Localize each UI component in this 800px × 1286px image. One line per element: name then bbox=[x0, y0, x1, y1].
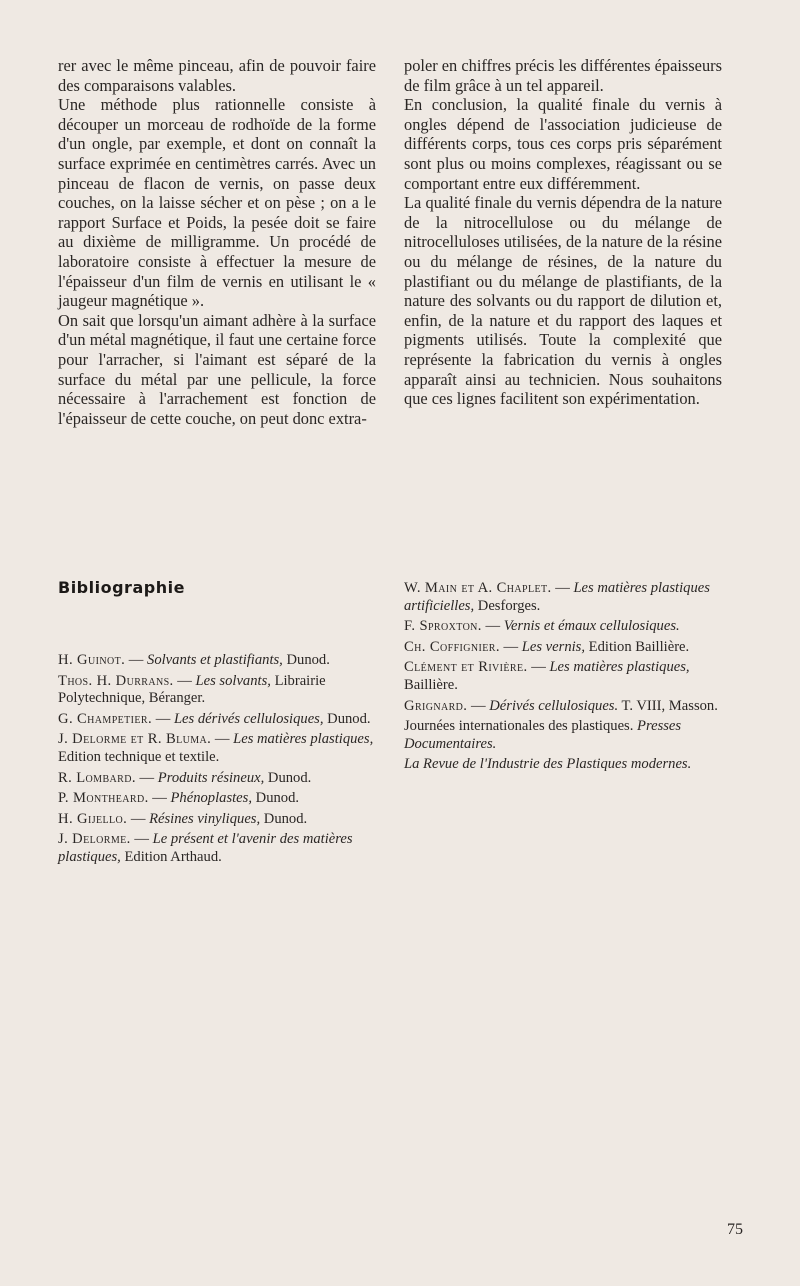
bibliography-entry: J. Delorme. — Le présent et l'avenir des matières plastiques, Edition Arthaud. bbox=[58, 831, 353, 865]
bibliography-entry: Grignard. — Dérivés cellulosiques. T. VIII, Masson. bbox=[404, 697, 718, 714]
paragraph: En conclusion, la qualité finale du vernis à ongles dépend de l'association judicieuse de différents corps, tous ces corps pris séparément sont plus ou moins complexes, réagissant ou se comportant entre eux différemment. bbox=[404, 95, 722, 193]
bibliography-entry: G. Champetier. — Les dérivés cellulosiques, Dunod. bbox=[58, 710, 371, 727]
text-column-right bbox=[404, 56, 722, 409]
bibliography-entry: Ch. Coffignier. — Les vernis, Edition Baillière. bbox=[404, 638, 690, 655]
bibliography-entry: Journées internationales des plastiques. Presses Documentaires. bbox=[404, 718, 682, 752]
bibliography-entry: R. Lombard. — Produits résineux, Dunod. bbox=[58, 769, 312, 786]
page-number: 75 bbox=[727, 1221, 743, 1238]
bibliography-entry: F. Sproxton. — Vernis et émaux cellulosiques. bbox=[404, 618, 680, 635]
paragraph: rer avec le même pinceau, afin de pouvoir faire des comparaisons valables. bbox=[58, 56, 376, 95]
bibliography-entry: J. Delorme et R. Bluma. — Les matières plastiques, Edition technique et textile. bbox=[58, 731, 374, 765]
paragraph: On sait que lorsqu'un aimant adhère à la surface d'un métal magnétique, il faut une certaine force pour l'arracher, si l'aimant est séparé de la surface du métal par une pellicule, la force nécessaire à l'arrachement est fonction de l'épaisseur de cette couche, on peut donc extra- bbox=[58, 310, 376, 428]
bibliography-entry: W. Main et A. Chaplet. — Les matières plastiques artificielles, Desforges. bbox=[404, 580, 710, 614]
bibliography-entry: P. Montheard. — Phénoplastes, Dunod. bbox=[58, 790, 300, 807]
bibliography-entry: H. Gijello. — Résines vinyliques, Dunod. bbox=[58, 810, 308, 827]
paragraph: poler en chiffres précis les différentes épaisseurs de film grâce à un tel appareil. bbox=[404, 56, 722, 95]
paragraph: Une méthode plus rationnelle consiste à découper un morceau de rodhoïde de la forme d'un ongle, par exemple, et dont on connaît la surface exprimée en centimètres carrés. Avec un pinceau de flacon de vernis, on passe deux couches, on la laisse sécher et on pèse ; on a le rapport Surface et Poids, la pesée doit se faire au dixième de milligramme. Un procédé de laboratoire consiste à effectuer la mesure de l'épaisseur d'un film de vernis en utilisant le « jaugeur magnétique ». bbox=[58, 95, 376, 311]
bibliography-entry: Thos. H. Durrans. — Les solvants, Librairie Polytechnique, Béranger. bbox=[58, 672, 326, 707]
paragraph: La qualité finale du vernis dépendra de la nature de la nitrocellulose ou du mélange de nitrocelluloses utilisées, de la nature de la résine ou du mélange de résines, de la nature du plastifiant ou du mélange de plastifiants, de la nature des solvants ou du rapport de dilution et, enfin, de la nature et du rapport des laques et pigments utilisés. Toute la complexité que représente la fabrication du vernis à ongles apparaît ainsi au technicien. Nous souhaitons que ces lignes facilitent son expérimentation. bbox=[404, 193, 722, 409]
bibliography-list-left bbox=[58, 652, 380, 870]
bibliography-entry: La Revue de l'Industrie des Plastiques modernes. bbox=[404, 756, 692, 773]
bibliography-list-right bbox=[404, 580, 726, 777]
text-column-left bbox=[58, 56, 376, 428]
bibliography-heading: Bibliographie bbox=[58, 578, 185, 597]
bibliography-entry: Clément et Rivière. — Les matières plastiques, Baillière. bbox=[404, 659, 690, 693]
bibliography-entry: H. Guinot. — Solvants et plastifiants, Dunod. bbox=[58, 652, 330, 668]
